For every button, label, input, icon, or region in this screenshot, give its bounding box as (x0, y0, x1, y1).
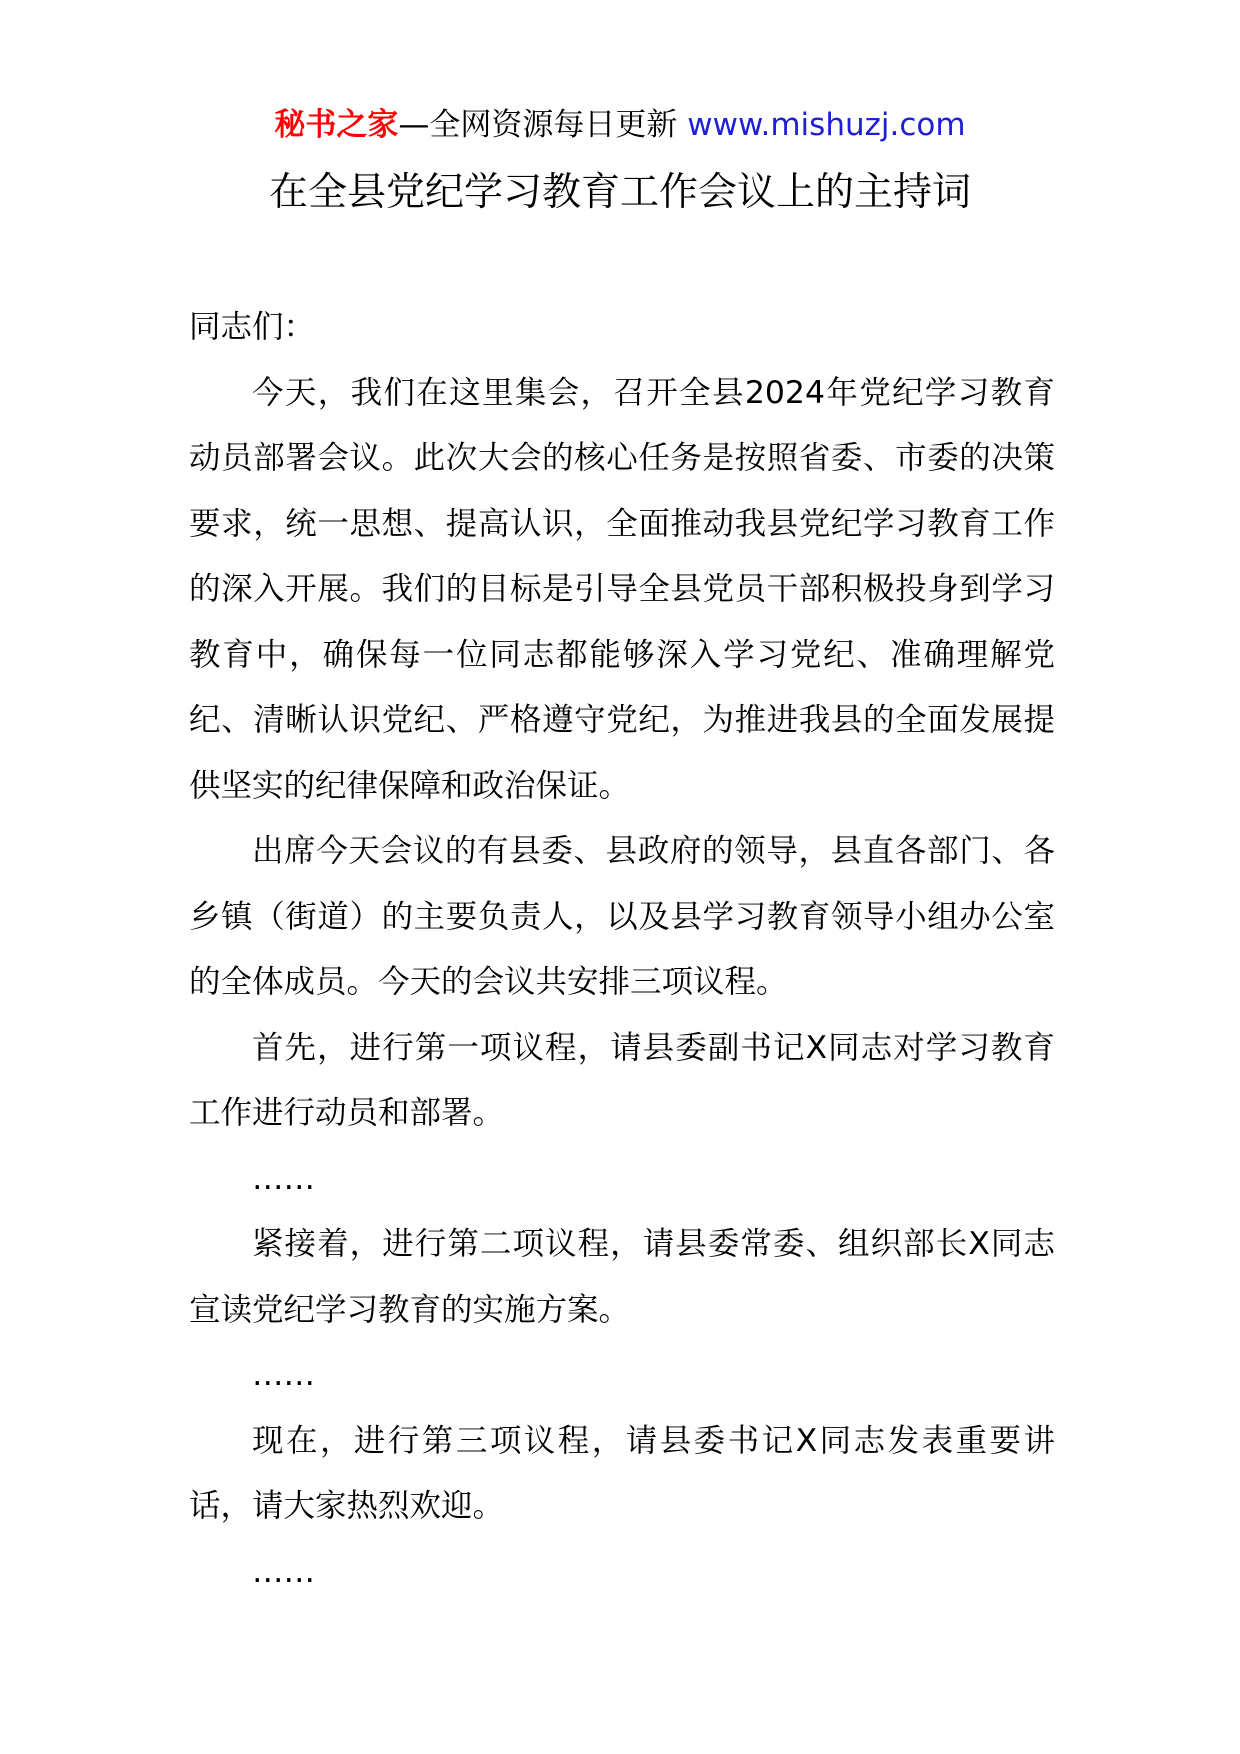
paragraph-agenda-3: 现在，进行第三项议程，请县委书记X同志发表重要讲话，请大家热烈欢迎。 (189, 1422, 1055, 1524)
paragraph-attendees: 出席今天会议的有县委、县政府的领导，县直各部门、各乡镇（街道）的主要负责人，以及县学习教育领导小组办公室的全体成员。今天的会议共安排三项议程。 (189, 833, 1055, 1000)
salutation: 同志们： (189, 309, 316, 345)
paragraph-opening: 今天，我们在这里集会，召开全县2024年党纪学习教育动员部署会议。此次大会的核心任务是按照省委、市委的决策要求，统一思想、提高认识，全面推动我县党纪学习教育工作的深入开展。我们的目标是引导全县党员干部积极投身到学习教育中，确保每一位同志都能够深入学习党纪、准确理解党纪、清晰认识党纪、严格遵守党纪，为推进我县的全面发展提供坚实的纪律保障和政治保证。 (189, 374, 1055, 804)
brand-name: 秘书之家 (274, 107, 399, 143)
ellipsis-1: …… (252, 1160, 315, 1197)
paragraph-agenda-2: 紧接着，进行第二项议程，请县委常委、组织部长X同志宣读党纪学习教育的实施方案。 (189, 1226, 1055, 1328)
document-title: 在全县党纪学习教育工作会议上的主持词 (268, 170, 971, 215)
document-body (189, 295, 1055, 1605)
site-header (0, 103, 1240, 147)
paragraph-agenda-1: 首先，进行第一项议程，请县委副书记X同志对学习教育工作进行动员和部署。 (189, 1029, 1055, 1131)
ellipsis-2: …… (252, 1357, 315, 1393)
header-tagline: —全网资源每日更新 (398, 107, 688, 143)
site-url-link[interactable]: www.mishuzj.com (687, 107, 966, 143)
ellipsis-3: …… (252, 1553, 315, 1590)
